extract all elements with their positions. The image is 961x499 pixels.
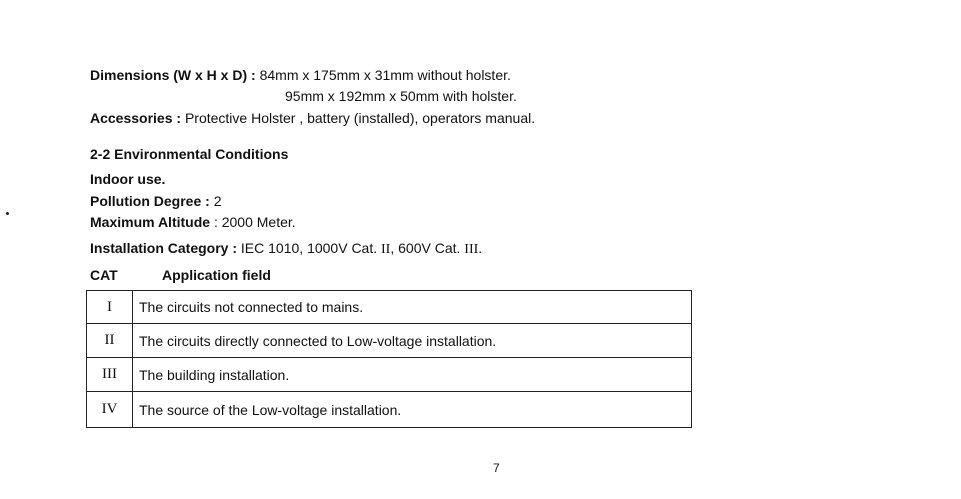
dimensions-label: Dimensions (W x H x D) :	[90, 67, 256, 83]
accessories-label: Accessories :	[90, 110, 182, 126]
accessories-value: Protective Holster , battery (installed), operators manual.	[184, 110, 536, 126]
table-cell-description: The circuits directly connected to Low-voltage installation.	[133, 324, 692, 358]
table-cell-cat: III	[87, 358, 133, 392]
table-row	[87, 324, 692, 358]
section-heading: 2-2 Environmental Conditions	[90, 146, 289, 162]
dimensions-value-1: 84mm x 175mm x 31mm without holster.	[259, 67, 511, 83]
table-cell-cat: IV	[87, 392, 133, 428]
table-row	[87, 358, 692, 392]
pollution-row	[90, 192, 221, 210]
installation-row	[90, 239, 482, 259]
table-cell-description: The circuits not connected to mains.	[133, 291, 692, 324]
dimensions-row	[90, 66, 511, 84]
installation-value-3: .	[478, 240, 483, 256]
dimensions-value-2: 95mm x 192mm x 50mm with holster.	[285, 88, 517, 104]
installation-cat-3: III	[464, 242, 479, 257]
installation-cat-2: II	[381, 242, 391, 257]
altitude-label: Maximum Altitude	[90, 214, 211, 230]
installation-value-1: IEC 1010, 1000V Cat.	[240, 240, 378, 256]
pollution-label: Pollution Degree :	[90, 193, 210, 209]
installation-value-2: , 600V Cat.	[390, 240, 461, 256]
table-cell-description: The source of the Low-voltage installation.	[133, 392, 692, 428]
altitude-row	[90, 213, 296, 231]
table-cell-description: The building installation.	[133, 358, 692, 392]
table-cell-cat: I	[87, 291, 133, 324]
stray-mark	[5, 211, 9, 215]
page-number: 7	[493, 461, 500, 475]
table-row	[87, 291, 692, 324]
table-row	[87, 392, 692, 428]
table-header-cat: CAT	[90, 267, 118, 283]
category-table	[86, 290, 692, 428]
altitude-value: : 2000 Meter.	[213, 214, 296, 230]
pollution-value: 2	[213, 193, 222, 209]
table-header-field: Application field	[162, 267, 271, 283]
indoor-use-text: Indoor use.	[90, 171, 166, 187]
table-cell-cat: II	[87, 324, 133, 358]
accessories-row	[90, 109, 535, 127]
installation-label: Installation Category :	[90, 240, 238, 256]
